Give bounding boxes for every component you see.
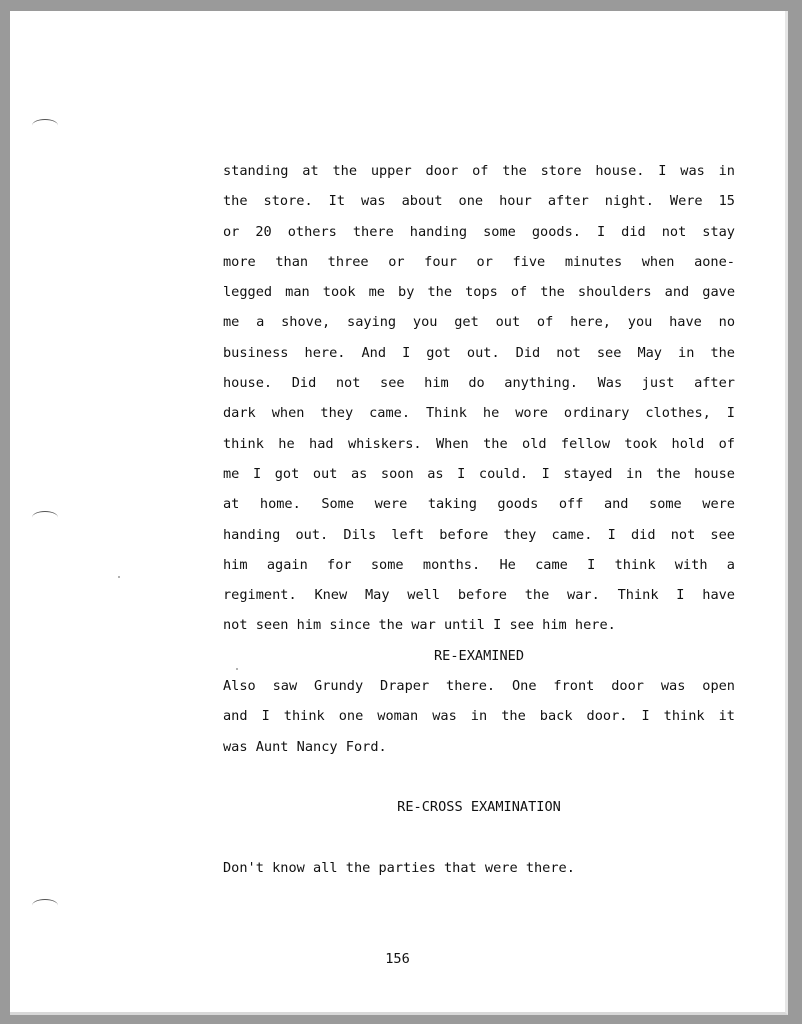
text-line: legged man took me by the tops of the shoulders and gave (223, 284, 735, 301)
text-line: more than three or four or five minutes when aone- (223, 253, 735, 270)
text-line: me I got out as soon as I could. I stayed in the house (223, 465, 735, 482)
text-line: handing out. Dils left before they came. I did not see (223, 526, 735, 543)
text-line: not seen him since the war until I see him here. (223, 617, 616, 634)
text-line: think he had whiskers. When the old fellow took hold of (223, 435, 735, 452)
text-line: and I think one woman was in the back door. I think it (223, 708, 735, 725)
text-line: business here. And I got out. Did not see May in the (223, 344, 735, 361)
text-line: Also saw Grundy Draper there. One front door was open (223, 678, 735, 695)
section-heading-recross: RE-CROSS EXAMINATION (397, 799, 561, 816)
section-heading-reexamined: RE-EXAMINED (433, 647, 525, 664)
text-line: at home. Some were taking goods off and some were (223, 496, 735, 513)
testimony-text (223, 156, 735, 883)
text-line: was Aunt Nancy Ford. (223, 738, 387, 755)
text-line: regiment. Knew May well before the war. Think I have (223, 587, 735, 604)
blank-line (223, 823, 735, 853)
text-line: or 20 others there handing some goods. I did not stay (223, 223, 735, 240)
punch-hole-mark-bottom (32, 899, 58, 912)
text-line: him again for some months. He came I think with a (223, 556, 735, 573)
punch-hole-mark-middle (32, 511, 58, 524)
punch-hole-mark-top (32, 119, 58, 132)
blank-line (223, 762, 735, 792)
text-line: the store. It was about one hour after night. Were 15 (223, 193, 735, 210)
text-line: standing at the upper door of the store house. I was in (223, 163, 735, 179)
text-line: Don't know all the parties that were there. (223, 859, 575, 876)
text-line: dark when they came. Think he wore ordinary clothes, I (223, 405, 735, 422)
text-line: house. Did not see him do anything. Was just after (223, 375, 735, 392)
document-page (10, 11, 788, 1015)
page-number: 156 (385, 951, 410, 967)
text-line: me a shove, saying you get out of here, you have no (223, 314, 735, 331)
scan-speck (118, 576, 120, 578)
